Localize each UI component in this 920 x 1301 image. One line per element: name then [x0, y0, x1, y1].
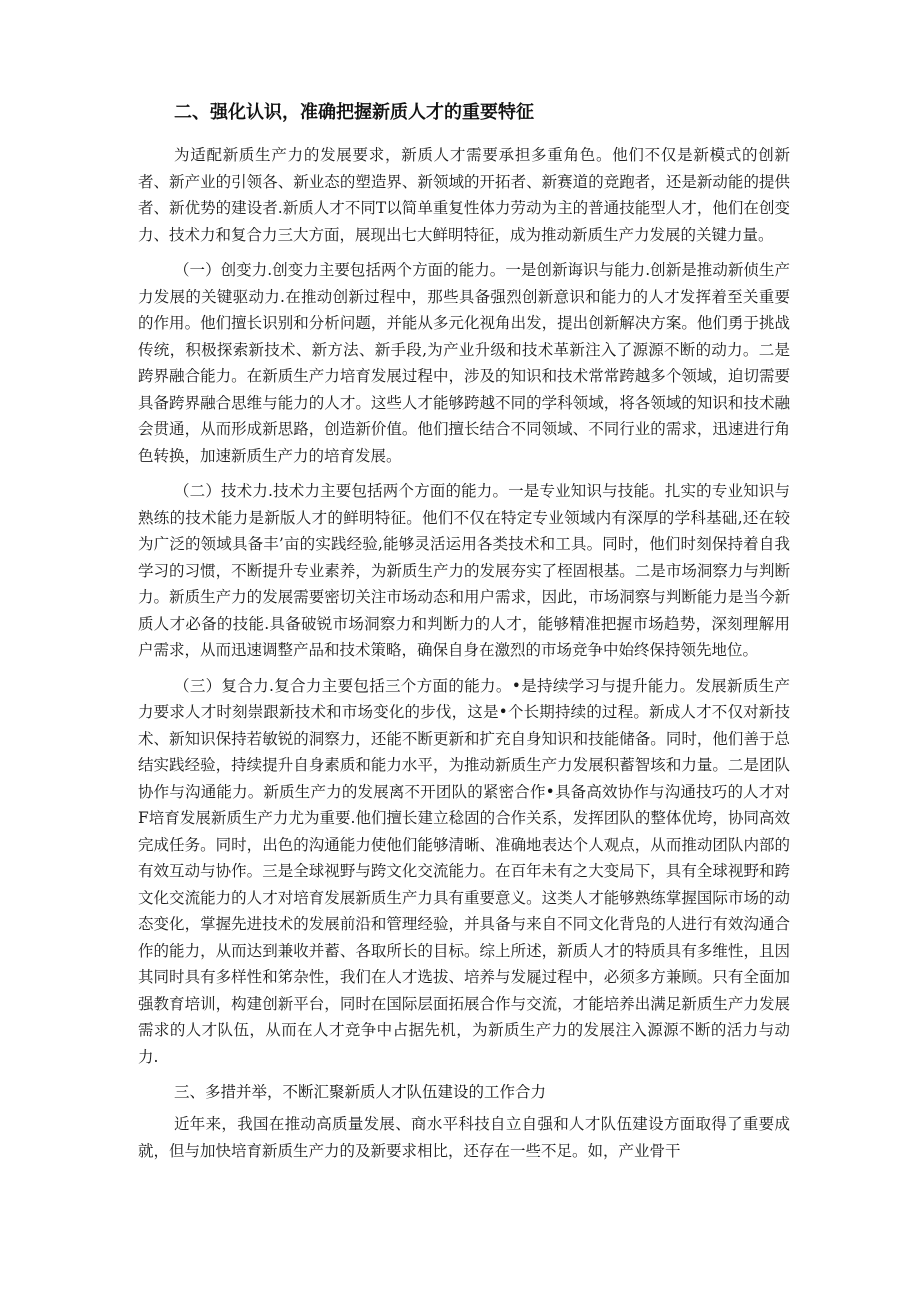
paragraph-innovation: （一）创变力.创变力主要包括两个方面的能力。一是创新诲识与能力.创新是推动新侦生产力发展的关键驱动力.在推动创新过程中，那些具备强烈创新意识和能力的人才发挥着至关重要的作用。他们擅长识别和分析问题，并能从多元化视角出发，提出创新解决方案。他们勇于挑战传统，积极探索新技术、新方法、新手段,为产业升级和技术革新注入了源源不断的动力。二是跨界融合能力。在新质生产力培育发展过程中，涉及的知识和技术常常跨越多个领域，迫切需要具备跨界融合思维与能力的人才。这些人才能够跨越不同的学科领域，将各领域的知识和技术融会贯通，从而形成新思路，创造新价值。他们擅长结合不同领域、不同行业的需求，迅速进行角色转换，加速新质生产力的培育发展。 [138, 261, 790, 465]
paragraph-technology: （二）技术力.技术力主要包括两个方面的能力。一是专业知识与技能。扎实的专业知识与熟练的技术能力是新版人才的鲜明特征。他们不仅在特定专业领域内有深厚的学科基础,还在较为广泛的领域具备丰’亩的实践经验,能够灵活运用各类技术和工具。同时，他们时刻保持着自我学习的习惯，不断提升专业素养，为新质生产力的发展夯实了桎固根基。二是市场洞察力与判断力。新质生产力的发展需要密切关注市场动态和用户需求，因此，市场洞察与判断能力是当今新质人才必备的技能.具备破锐市场洞察力和判断力的人才，能够精准把握市场趋势，深刻理解用户需求，从而迅速调整产品和技术策略，确保自身在激烈的市场竞争中始终保持领先地位。 [138, 482, 790, 659]
paragraph-composite: （三）复合力.复合力主要包括三个方面的能力。•是持续学习与提升能力。发展新质生产力要求人才时刻崇跟新技术和市场变化的步伐，这是•个长期持续的过程。新成人才不仅对新技术、新知识保持若敏锐的洞察力，还能不断更新和扩充自身知识和技能储备。同时，他们善于总结实践经验，持续提升自身素质和能力水平，为推动新质生产力发展积蓄智垓和力量。二是团队协作与沟通能力。新质生产力的发展离不开团队的紧密合作•具备高效协作与沟通技巧的人才对F培育发展新质生产力尤为重要.他们擅长建立稔固的合作关系，发挥团队的整体优垮，协同高效完成任务。同时，出色的沟通能力使他们能够清晰、准确地表达个人观点，从而推动团队内部的有效互动与协作。三是全球视野与跨文化交流能力。在百年未有之大变局下，具有全球视野和跨文化交流能力的人才对培育发展新质生产力具有重要意义。这类人才能够熟练掌握国际市场的动态变化，掌握先进技术的发展前沿和管理经验，并具备与来自不同文化背凫的人进行有效沟通合作的能力，从而达到兼收并蓄、各取所长的目标。综上所述，新质人才的特质具有多维性，且因其同时具有多样性和笫杂性，我们在人才选拔、培养与发屣过程中，必须多方兼顾。只有全面加强教育培训，构建创新平台，同时在国际层面拓展合作与交流，才能培养出满足新质生产力发展需求的人才队伍，从而在人才竞争中占据先机，为新质生产力的发展注入源源不断的活力与动力. [138, 676, 790, 1066]
paragraph-section3-intro: 近年来，我国在推动高质量发展、商水平科技自立自强和人才队伍建设方面取得了重要成就，但与加快培育新质生产力的及新要求相比，还存在一些不足。如，产业骨干 [138, 1115, 790, 1160]
document-body [138, 100, 790, 1173]
section-heading-3: 三、多措并举，不断汇聚新质人才队伍建设的工作合力 [174, 1083, 547, 1101]
section-heading-2: 二、强化认识，准确把握新质人才的重要特征 [174, 102, 534, 123]
intro-paragraph: 为适配新质生产力的发展要求，新质人才需要承担多重角色。他们不仅是新模式的创新者、新产业的引领各、新业态的塑造界、新领域的开拓者、新赛道的竞跑者，还是新动能的提供者、新优势的建设者.新质人才不同T以简单重复性体力劳动为主的普通技能型人才，他们在创变力、技术力和复合力三大方面，展现出七大鲜明特征，成为推动新质生产力发展的关键力量。 [138, 146, 790, 244]
